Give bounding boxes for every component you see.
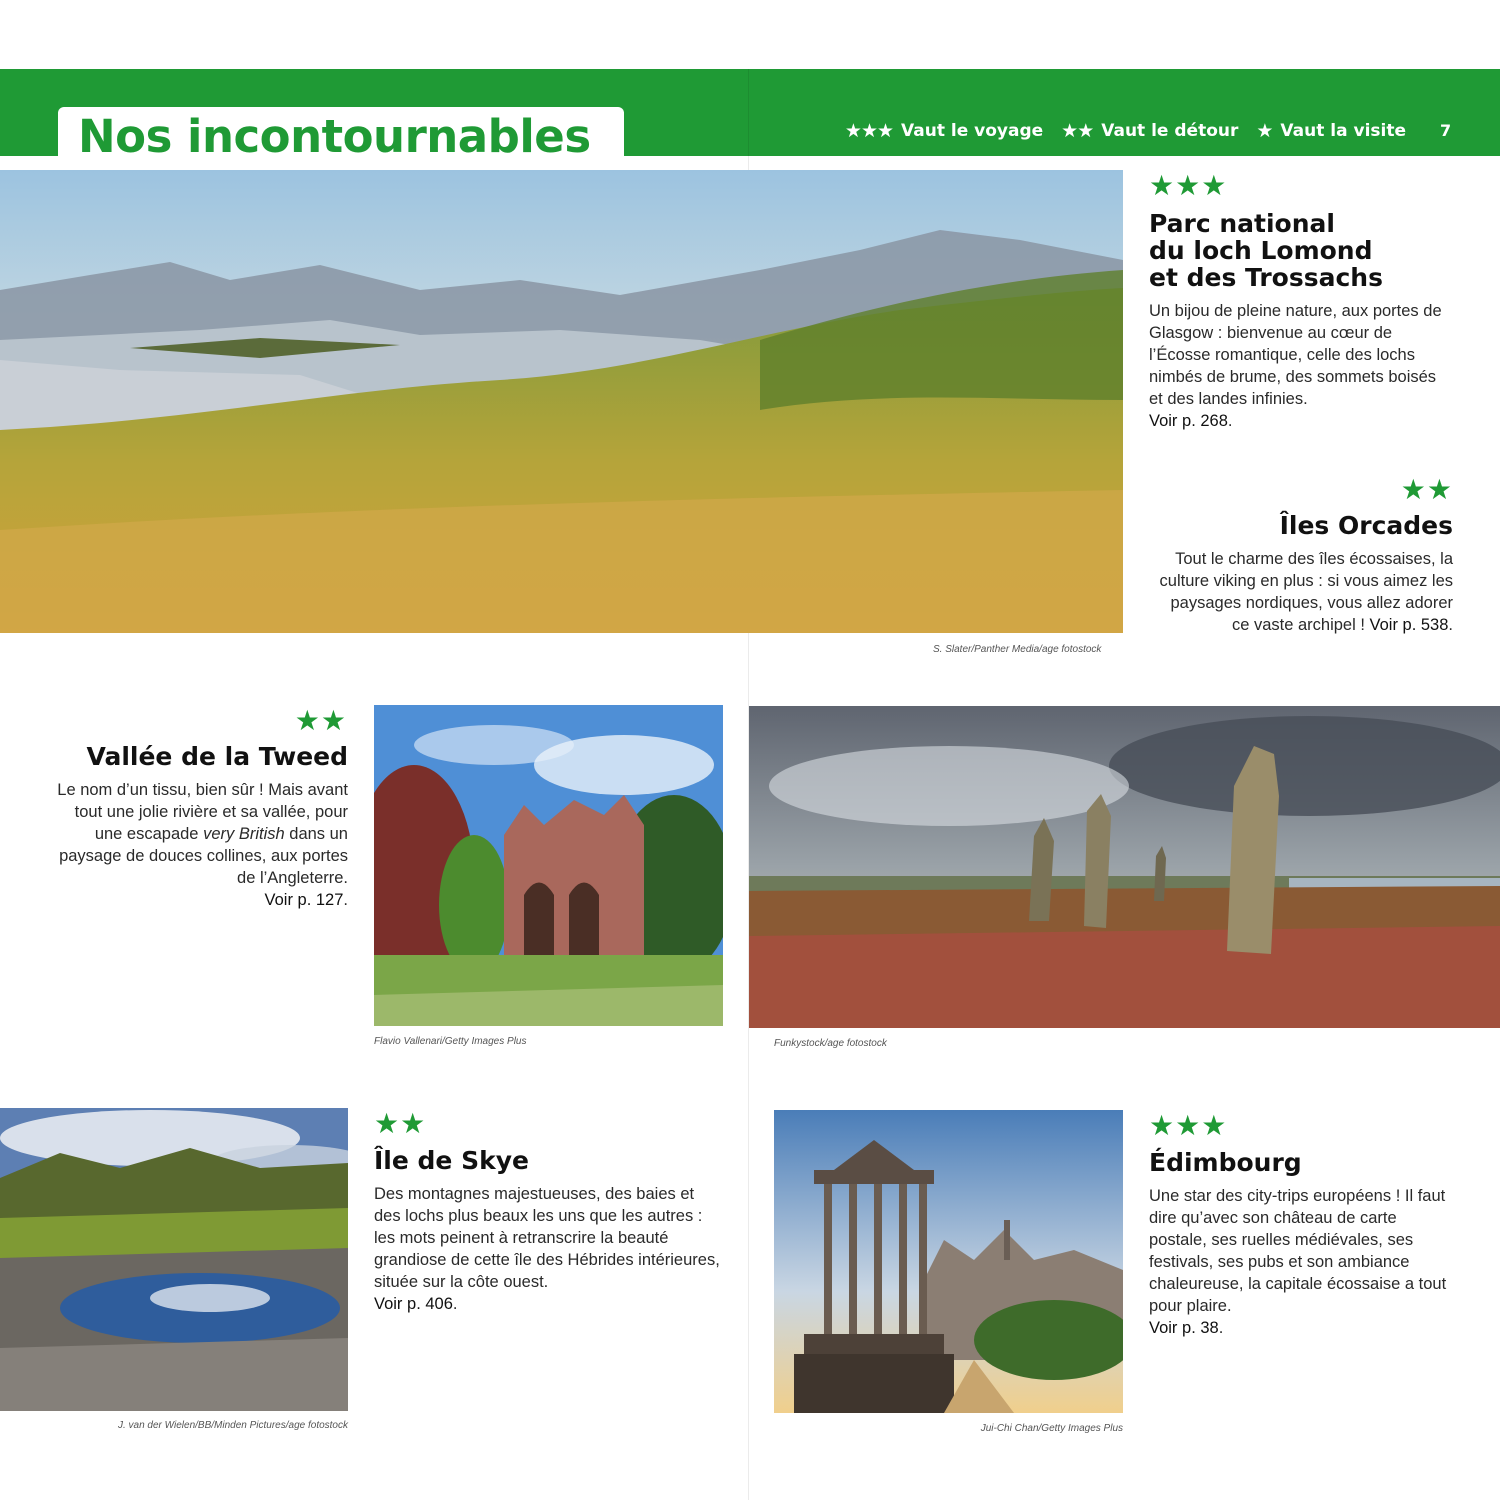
text-edimbourg: Une star des city-trips européens ! Il faut dire qu’avec son château de carte postale, ses ruelles médiévales, ses festivals, ses pubs et son ambiance chaleureuse, la capitale écossaise a tout pour plaire. Voir p. 38. xyxy=(1149,1187,1447,1337)
heading-line: du loch Lomond xyxy=(1149,236,1373,265)
legend-label-voyage: Vaut le voyage xyxy=(901,121,1044,141)
photo-credit-skye: J. van der Wielen/BB/Minden Pictures/age fotostock xyxy=(117,1420,348,1431)
photo-tweed-abbey xyxy=(374,705,723,1026)
page-number: 7 xyxy=(1440,121,1452,140)
two-stars-icon: ★★ xyxy=(1061,120,1094,142)
heading-skye: Île de Skye xyxy=(374,1146,529,1175)
legend-item-3-stars xyxy=(845,120,1043,142)
rating-stars-icon: ★★★ xyxy=(1149,170,1228,201)
heading-lomond xyxy=(1149,210,1383,291)
photo-loch-lomond xyxy=(0,170,1123,633)
heading-line: Parc national xyxy=(1149,209,1335,238)
rating-stars-icon: ★★★ xyxy=(1149,1110,1228,1141)
heading-tweed: Vallée de la Tweed xyxy=(86,742,348,771)
heading-orcades: Îles Orcades xyxy=(1279,511,1453,540)
paragraph: Des montagnes majestueuses, des baies et des lochs plus beaux les uns que les autres : les mots peinent à retranscrire la beauté grandiose de cette île des Hébrides intérieures, située sur la côte ouest. xyxy=(374,1185,720,1291)
photo-credit-tweed: Flavio Vallenari/Getty Images Plus xyxy=(374,1036,527,1047)
photo-credit-orcades: Funkystock/age fotostock xyxy=(774,1038,887,1049)
photo-orcades-stones xyxy=(749,706,1500,1028)
photo-skye xyxy=(0,1108,348,1411)
italic-phrase: very British xyxy=(203,825,285,843)
legend-item-1-star xyxy=(1256,120,1406,142)
see-page-link[interactable]: Voir p. 38 xyxy=(1149,1319,1219,1337)
text-tweed: Le nom d’un tissu, bien sûr ! Mais avant tout une jolie rivière et sa vallée, pour une escapade very British dans un paysage de douces collines, aux portes de l’Angleterre. Voir p. 127. xyxy=(57,781,348,909)
see-page-link[interactable]: Voir p. 127 xyxy=(264,891,344,909)
heading-edimbourg: Édimbourg xyxy=(1149,1148,1302,1177)
page-title: Nos incontournables xyxy=(78,110,591,163)
one-star-icon: ★ xyxy=(1256,120,1273,142)
text-lomond: Un bijou de pleine nature, aux portes de Glasgow : bienvenue au cœur de l’Écosse romantique, celle des lochs nimbés de brume, des sommets boisés et des landes infinies. Voir p. 268. xyxy=(1149,302,1442,430)
star-legend xyxy=(845,118,1406,144)
photo-credit-edimbourg: Jui-Chi Chan/Getty Images Plus xyxy=(980,1423,1123,1434)
see-page-link[interactable]: Voir p. 406 xyxy=(374,1295,453,1313)
paragraph: Le nom d’un tissu, bien sûr ! Mais avant tout une jolie rivière et sa vallée, pour une escapade xyxy=(57,781,348,843)
rating-stars-icon: ★★ xyxy=(374,1108,427,1139)
paragraph: Une star des city-trips européens ! Il faut dire qu’avec son château de carte postale, ses ruelles médiévales, ses festivals, ses pubs et son ambiance chaleureuse, la capitale écossaise a tout pour plaire. xyxy=(1149,1187,1447,1315)
paragraph: Tout le charme des îles écossaises, la culture viking en plus : si vous aimez les paysages nordiques, vous allez adorer ce vaste archipel ! xyxy=(1159,550,1453,634)
rating-stars-icon: ★★ xyxy=(294,705,347,736)
paragraph: dans un paysage de douces collines, aux portes de l’Angleterre. xyxy=(59,825,348,887)
text-orcades: Tout le charme des îles écossaises, la culture viking en plus : si vous aimez les paysages nordiques, vous allez adorer ce vaste archipel ! Voir p. 538. xyxy=(1159,550,1453,634)
text-skye: Des montagnes majestueuses, des baies et des lochs plus beaux les uns que les autres : les mots peinent à retranscrire la beauté grandiose de cette île des Hébrides intérieures, située sur la côte ouest. Voir p. 406. xyxy=(374,1185,720,1313)
rating-stars-icon: ★★ xyxy=(1400,474,1453,505)
see-page-link[interactable]: Voir p. 538 xyxy=(1369,616,1449,634)
three-stars-icon: ★★★ xyxy=(844,120,894,142)
photo-credit-lomond: S. Slater/Panther Media/age fotostock xyxy=(933,644,1102,655)
legend-label-detour: Vaut le détour xyxy=(1101,121,1239,141)
paragraph: Un bijou de pleine nature, aux portes de Glasgow : bienvenue au cœur de l’Écosse romantique, celle des lochs nimbés de brume, des sommets boisés et des landes infinies. xyxy=(1149,302,1442,408)
photo-edimbourg xyxy=(774,1110,1123,1413)
see-page-link[interactable]: Voir p. 268 xyxy=(1149,412,1228,430)
legend-item-2-stars xyxy=(1061,120,1238,142)
heading-line: et des Trossachs xyxy=(1149,263,1383,292)
legend-label-visite: Vaut la visite xyxy=(1280,121,1406,141)
